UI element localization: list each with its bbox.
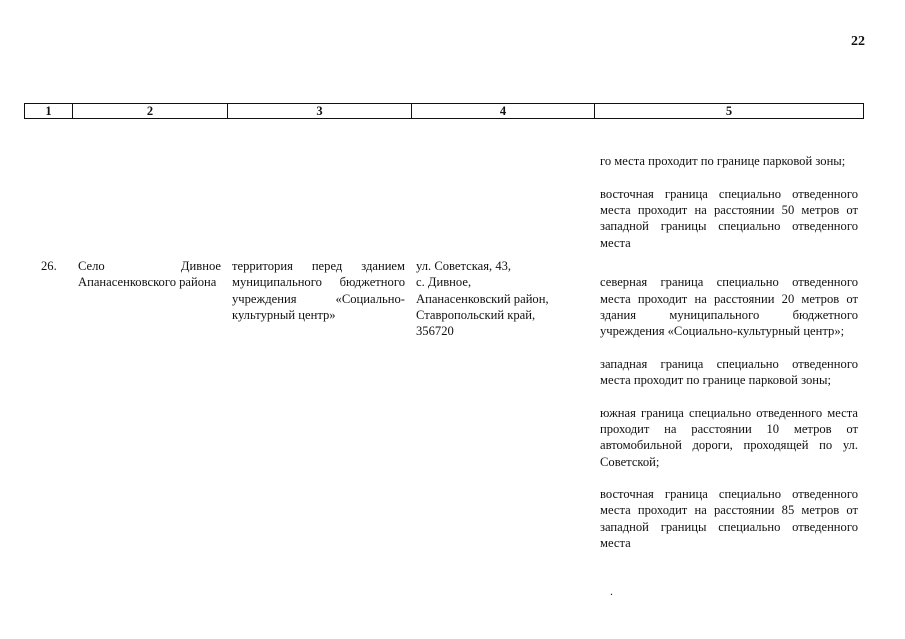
- stray-mark: .: [610, 584, 613, 598]
- boundary-paragraph: южная граница специально отведенного места проходит на расстоянии 10 метров от автомобильной дороги, проходящей по ул. Советской;: [600, 405, 858, 469]
- header-cell-4: 4: [412, 104, 595, 118]
- boundary-paragraph: северная граница специально отведенного места проходит на расстоянии 20 метров от здания муниципального бюджетного учреждения «Социально-культурный центр»;: [600, 275, 858, 339]
- page-number: 22: [851, 34, 865, 49]
- header-cell-5: 5: [725, 104, 733, 118]
- table-header-row: [24, 103, 864, 119]
- header-cell-3: 3: [228, 104, 412, 118]
- territory-description: территория перед зданием муниципального бюджетного учреждения «Социально-культурный центр»: [232, 259, 405, 322]
- continuation-boundaries-cell: [600, 137, 858, 267]
- settlement-name: Село Дивное Апанасенковского района: [78, 259, 221, 290]
- boundary-paragraph: го места проходит по границе парковой зоны;: [600, 154, 846, 169]
- boundary-paragraph: западная граница специально отведенного места проходит по границе парковой зоны;: [600, 356, 858, 388]
- header-cell-1: 1: [25, 104, 73, 118]
- row-number: 26.: [41, 259, 57, 273]
- header-cell-2: 2: [73, 104, 228, 118]
- boundaries-cell: [600, 258, 858, 568]
- boundary-paragraph: восточная граница специально отведенного места проходит на расстоянии 85 метров от западной границы специально отведенного места: [600, 487, 858, 551]
- boundary-paragraph: восточная граница специально отведенного места проходит на расстоянии 50 метров от западной границы специально отведенного места: [600, 186, 858, 250]
- address: ул. Советская, 43, с. Дивное, Апанасенковский район, Ставропольский край, 356720: [416, 259, 549, 339]
